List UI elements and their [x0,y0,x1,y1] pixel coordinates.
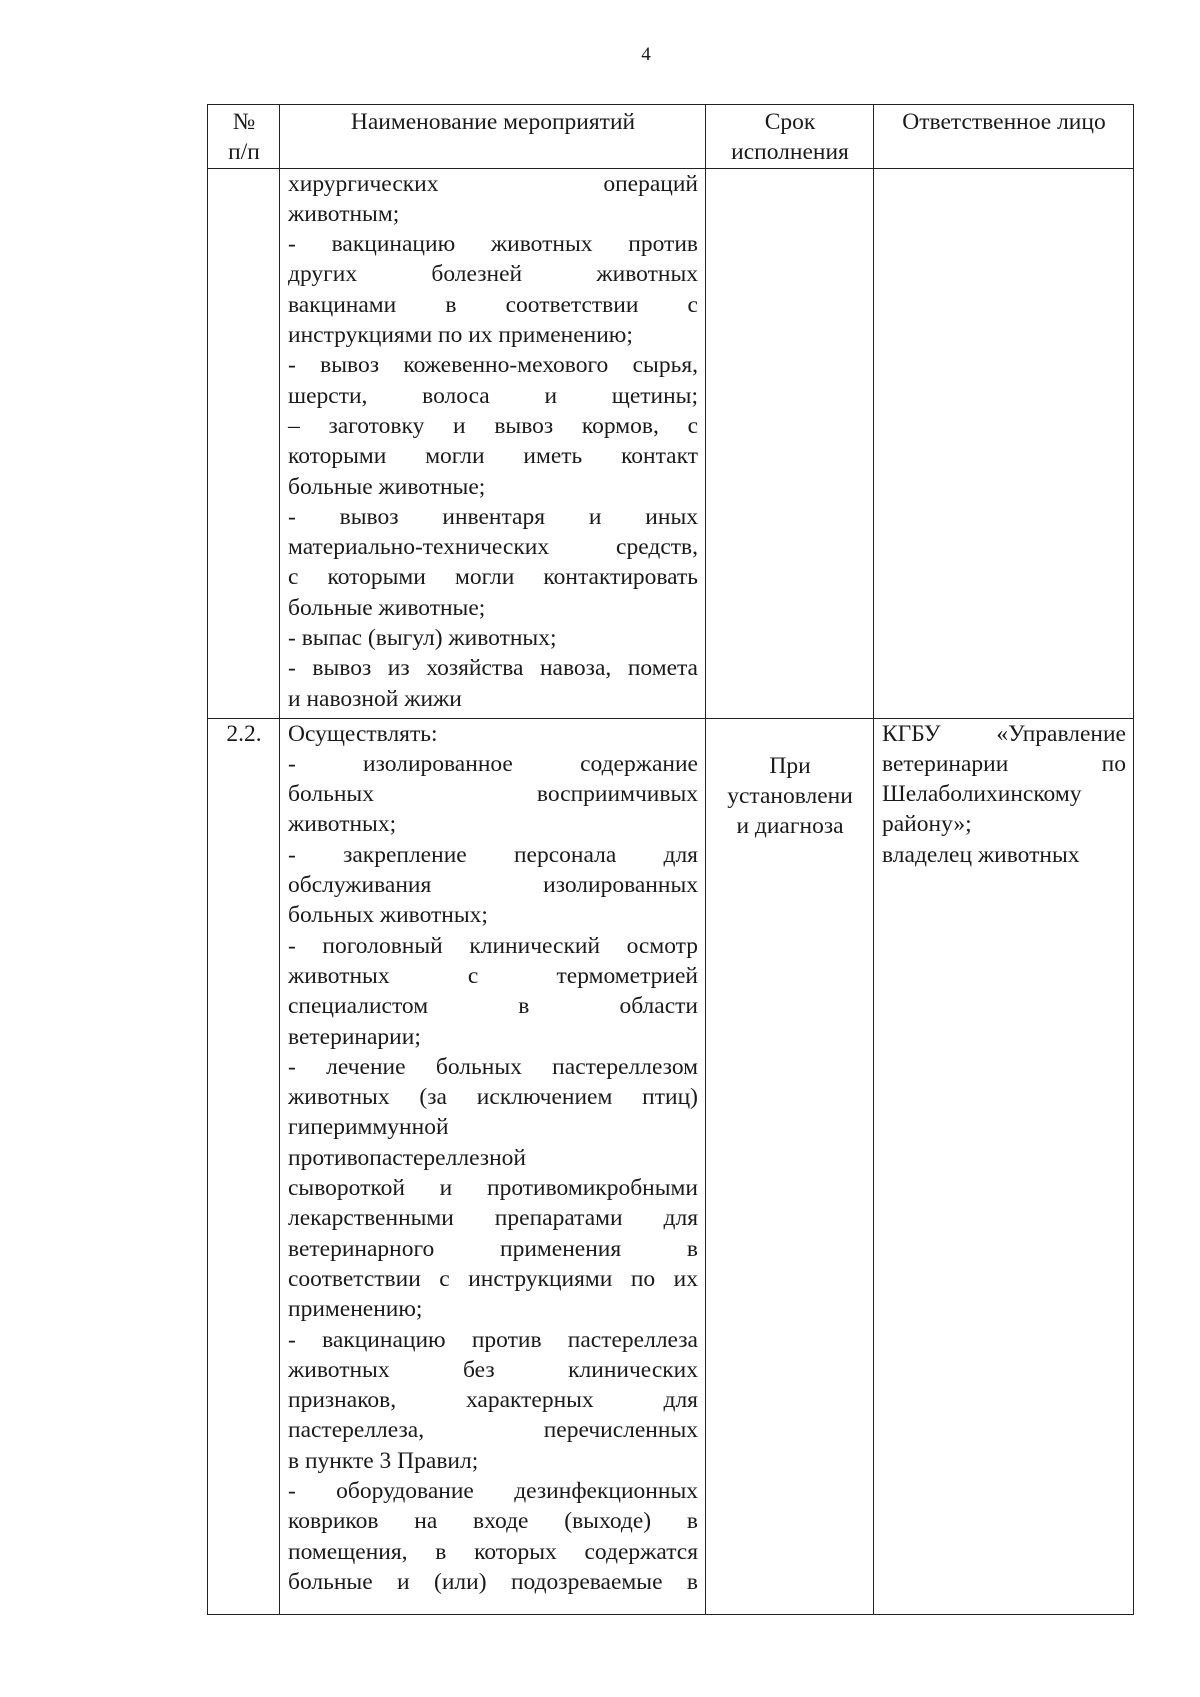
continuation-measure-line: которыми могли иметь контакт [288,443,698,470]
row-2-2-measure-line: ветеринарии; [288,1023,421,1050]
header-name: Наименование мероприятий [280,105,706,169]
continuation-measure-line: шерсти, волоса и щетины; [288,382,698,409]
row-2-2-measure-line: помещения, в которых содержатся [288,1538,698,1565]
row-2-2-measure-line: больных восприимчивых [288,781,698,808]
row-2-2-responsible-cell [874,718,1134,1614]
continuation-measures-cell [280,168,706,718]
continuation-measure-line: с которыми могли контактировать [288,564,698,591]
row-2-2-measure-line: применению; [288,1296,423,1323]
row-2-2-measure-line: животных без клинических [288,1356,698,1383]
row-2-2-number: 2.2. [208,718,280,1614]
table-header-row [208,105,1134,169]
row-2-2-responsible-line: КГБУ «Управление [882,720,1126,747]
row-2-2-measure-line: животных с термометрией [288,962,698,989]
continuation-measure-line: - вывоз инвентаря и иных [288,503,698,530]
continuation-measure-line: других болезней животных [288,261,698,288]
page-number: 4 [641,44,651,65]
continuation-measure-line: - вакцинацию животных против [288,231,698,258]
continuation-measure-line: инструкциями по их применению; [288,322,633,349]
header-number [208,105,280,169]
header-term-line-2: исполнения [731,139,849,166]
continuation-measure-line: больные животные; [288,594,486,621]
table-row-continuation [208,168,1134,718]
row-2-2-term-line-3: и диагноза [736,813,844,840]
row-2-2-measure-line: противопастереллезной [288,1144,526,1171]
continuation-measures-text [288,169,698,714]
continuation-measure-line: больные животные; [288,473,486,500]
row-2-2-measure-line: - лечение больных пастереллезом [288,1053,698,1080]
header-number-line-1: № [232,109,256,135]
row-2-2-measure-line: специалистом в области [288,993,698,1020]
continuation-number-cell [208,168,280,718]
row-2-2-measure-line: сывороткой и противомикробными [288,1175,698,1202]
row-2-2-measure-line: - поголовный клинический осмотр [288,932,698,959]
row-2-2-measures-text [288,719,698,1598]
row-2-2-measure-line: - оборудование дезинфекционных [288,1478,698,1505]
row-2-2-measure-line: больных животных; [288,902,488,929]
row-2-2-measure-line: пастереллеза, перечисленных [288,1417,698,1444]
row-2-2-responsible-text [882,719,1126,870]
header-term [706,105,874,169]
row-2-2-measure-line: - вакцинацию против пастереллеза [288,1326,698,1353]
row-2-2-responsible-line: владелец животных [882,841,1080,868]
header-responsible: Ответственное лицо [874,105,1134,169]
row-2-2-measure-line: ветеринарного применения в [288,1235,698,1262]
row-2-2-responsible-line: Шелаболихинскому [882,781,1082,808]
row-2-2-measure-line: - закрепление персонала для [288,841,698,868]
header-term-line-1: Срок [764,109,816,135]
continuation-term-cell [706,168,874,718]
row-2-2-measure-line: животных (за исключением птиц) [288,1084,698,1111]
row-2-2-term-line-2: установлени [727,782,853,809]
header-number-line-2: п/п [228,139,260,166]
continuation-measure-line: - выпас (выгул) животных; [288,625,557,652]
continuation-measure-line: вакцинами в соответствии с [288,291,698,318]
row-2-2-term-line-1: При [769,752,811,779]
row-2-2-measure-line: признаков, характерных для [288,1387,698,1414]
continuation-measure-line: - вывоз кожевенно-мехового сырья, [288,352,698,379]
table-row-2-2 [208,718,1134,1614]
row-2-2-measure-line: ковриков на входе (выходе) в [288,1508,698,1535]
row-2-2-measure-line: соответствии с инструкциями по их [288,1265,698,1292]
row-2-2-measure-line: Осуществлять: [288,720,438,747]
row-2-2-measure-line: обслуживания изолированных [288,872,698,899]
row-2-2-measure-line: животных; [288,811,397,838]
row-2-2-measures-cell [280,718,706,1614]
continuation-measure-line: – заготовку и вывоз кормов, с [288,412,698,439]
continuation-measure-line: - вывоз из хозяйства навоза, помета [288,655,698,682]
row-2-2-measure-line: лекарственными препаратами для [288,1205,698,1232]
row-2-2-measure-line: гипериммунной [288,1114,449,1141]
row-2-2-term-cell [706,718,874,1614]
row-2-2-responsible-line: ветеринарии по [882,750,1126,777]
row-2-2-measure-line: - изолированное содержание [288,750,698,777]
row-2-2-measure-line: больные и (или) подозреваемые в [288,1568,698,1595]
measures-table [207,104,1134,1615]
row-2-2-measure-line: в пункте 3 Правил; [288,1447,479,1474]
continuation-measure-line: материально-технических средств, [288,534,698,561]
row-2-2-responsible-line: району»; [882,811,972,838]
continuation-measure-line: хирургических операций [288,170,698,197]
continuation-measure-line: и навозной жижи [288,685,462,712]
continuation-responsible-cell [874,168,1134,718]
continuation-measure-line: животным; [288,200,400,227]
